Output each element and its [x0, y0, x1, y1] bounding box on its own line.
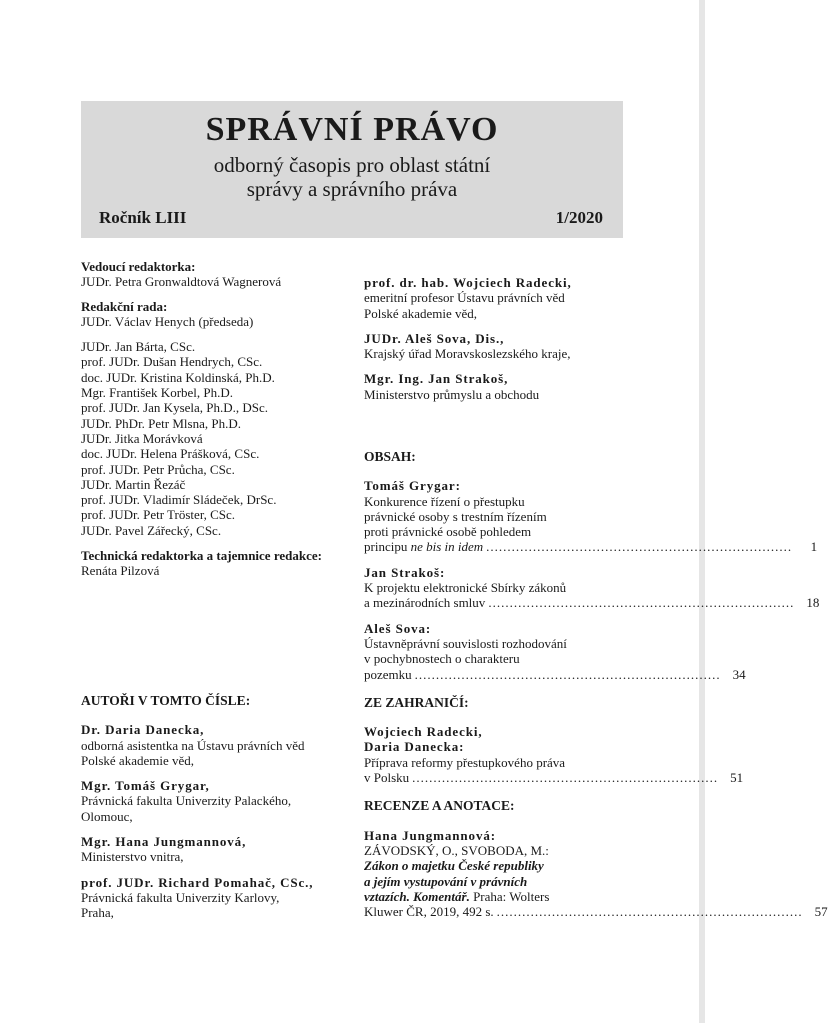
toc-title-line: Kluwer ČR, 2019, 492 s. — [364, 904, 494, 920]
toc-page: 57 — [814, 904, 828, 920]
toc-title-line: Konkurence řízení o přestupku — [364, 493, 525, 509]
masthead — [81, 101, 623, 238]
board-member: prof. JUDr. Petr Tröster, CSc. — [81, 507, 236, 523]
book-authors: ZÁVODSKÝ, O., SVOBODA, M.: — [364, 842, 549, 858]
author-affiliation: Praha, — [81, 905, 114, 921]
toc-title-line: právnické osoby s trestním řízením — [364, 508, 547, 524]
board-chair: JUDr. Václav Henych (předseda) — [81, 313, 254, 329]
toc-title-line: v pochybnostech o charakteru — [364, 651, 520, 667]
toc-title-line: Ústavněprávní souvislosti rozhodování — [364, 635, 567, 651]
leader-dots: ........................................................................ — [496, 904, 803, 920]
author-name: prof. JUDr. Richard Pomahač, CSc., — [81, 874, 314, 890]
book-title-line: vztazích. Komentář. Praha: Wolters — [364, 888, 550, 904]
author-affiliation: Polské akademie věd, — [81, 752, 194, 768]
author-affiliation: odborná asistentka na Ústavu právních věd — [81, 737, 305, 753]
lead-editor: JUDr. Petra Gronwaldtová Wagnerová — [81, 274, 282, 290]
toc-author: Hana Jungmannová: — [364, 827, 496, 843]
author-affiliation: Právnická fakulta Univerzity Karlovy, — [81, 889, 280, 905]
book-title-line: Zákon o majetku České republiky — [364, 858, 544, 874]
author-name: Mgr. Ing. Jan Strakoš, — [364, 371, 509, 387]
board-member: doc. JUDr. Helena Prášková, CSc. — [81, 446, 260, 462]
toc-title-line: pozemku — [364, 666, 412, 682]
authors-section — [81, 693, 313, 921]
toc-author: Aleš Sova: — [364, 620, 432, 636]
toc-entry-line — [364, 595, 820, 611]
leader-dots: ........................................................................ — [486, 539, 793, 555]
author-affiliation: Polské akademie věd, — [364, 305, 477, 321]
toc-title-line: K projektu elektronické Sbírky zákonů — [364, 580, 567, 596]
board-member: JUDr. Jan Bárta, CSc. — [81, 339, 196, 355]
board-member: JUDr. PhDr. Petr Mlsna, Ph.D. — [81, 415, 241, 431]
author-affiliation: Krajský úřad Moravskoslezského kraje, — [364, 346, 571, 362]
toc-author: Daria Danecka: — [364, 739, 465, 755]
publisher: Praha: Wolters — [469, 888, 550, 904]
toc-title-line: v Polsku — [364, 770, 410, 786]
abroad-heading: ZE ZAHRANIČÍ: — [364, 694, 469, 710]
author-name: Mgr. Hana Jungmannová, — [81, 834, 247, 850]
toc-title-line: principu ne bis in idem — [364, 539, 484, 555]
board-member: prof. JUDr. Vladimír Sládeček, DrSc. — [81, 492, 277, 508]
board-member: prof. JUDr. Jan Kysela, Ph.D., DSc. — [81, 400, 269, 416]
contents-section — [364, 449, 828, 920]
tech-editor: Renáta Pilzová — [81, 563, 160, 579]
author-affiliation: Ministerstvo průmyslu a obchodu — [364, 386, 540, 402]
board-member: Mgr. František Korbel, Ph.D. — [81, 385, 234, 401]
toc-author: Wojciech Radecki, — [364, 724, 483, 740]
toc-title-line: proti právnické osobě pohledem — [364, 524, 532, 540]
toc-title-line: Příprava reformy přestupkového práva — [364, 754, 566, 770]
toc-page: 51 — [730, 770, 744, 786]
author-name: prof. dr. hab. Wojciech Radecki, — [364, 275, 572, 290]
reviews-heading: RECENZE A ANOTACE: — [364, 798, 515, 814]
leader-dots: ........................................................................ — [412, 770, 719, 786]
tech-editor-heading: Technická redaktorka a tajemnice redakce: — [81, 548, 322, 564]
volume-label: Ročník LIII — [99, 208, 187, 227]
author-affiliation: Ministerstvo vnitra, — [81, 849, 184, 865]
issue-number: 1/2020 — [555, 208, 603, 227]
toc-entry-line — [364, 666, 746, 682]
board-heading: Redakční rada: — [81, 298, 168, 314]
editorial-section — [81, 259, 322, 579]
toc-page: 18 — [806, 595, 820, 611]
toc-entry-line — [364, 770, 744, 786]
author-affiliation: emeritní profesor Ústavu právních věd — [364, 290, 565, 306]
toc-page: 1 — [810, 539, 818, 555]
author-affiliation: Právnická fakulta Univerzity Palackého, — [81, 793, 292, 809]
toc-title-italic: ne bis in idem — [410, 539, 484, 555]
board-member: doc. JUDr. Kristina Koldinská, Ph.D. — [81, 369, 275, 385]
author-affiliation: Olomouc, — [81, 808, 133, 824]
board-member: prof. JUDr. Petr Průcha, CSc. — [81, 461, 235, 477]
board-member: JUDr. Pavel Zářecký, CSc. — [81, 522, 222, 538]
contents-heading: OBSAH: — [364, 449, 416, 464]
page-edge — [699, 0, 705, 1023]
leader-dots: ........................................................................ — [414, 666, 721, 682]
toc-author: Jan Strakoš: — [364, 564, 446, 580]
book-title-line: a jejím vystupování v právních — [364, 873, 528, 889]
journal-title: SPRÁVNÍ PRÁVO — [205, 111, 499, 148]
author-name: Mgr. Tomáš Grygar, — [81, 778, 210, 794]
toc-page: 34 — [732, 666, 746, 682]
toc-entry-line — [364, 904, 828, 920]
board-member: prof. JUDr. Dušan Hendrych, CSc. — [81, 354, 263, 370]
journal-subtitle-line1: odborný časopis pro oblast státní — [213, 153, 491, 177]
author-name: JUDr. Aleš Sova, Dis., — [364, 330, 505, 346]
leader-dots: ........................................................................ — [488, 595, 795, 611]
toc-author: Tomáš Grygar: — [364, 478, 461, 494]
toc-title-line: a mezinárodních smluv — [364, 595, 486, 611]
authors-continued — [364, 275, 572, 402]
authors-heading: AUTOŘI V TOMTO ČÍSLE: — [81, 693, 251, 708]
author-name: Dr. Daria Danecka, — [81, 722, 205, 738]
board-member: JUDr. Jitka Morávková — [81, 430, 203, 446]
lead-editor-heading: Vedoucí redaktorka: — [81, 259, 196, 274]
board-member: JUDr. Martin Řezáč — [81, 476, 186, 492]
journal-subtitle-line2: správy a správního práva — [246, 177, 458, 201]
toc-entry-line — [364, 539, 818, 555]
